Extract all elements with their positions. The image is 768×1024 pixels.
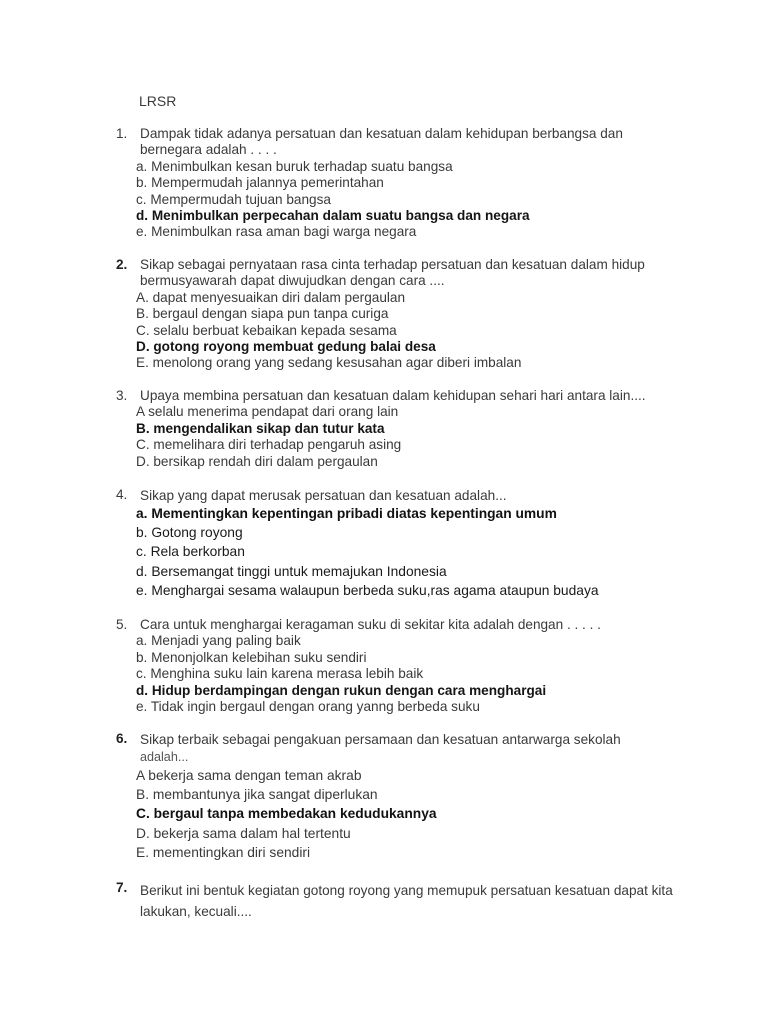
question-stem: Sikap sebagai pernyataan rasa cinta terhadap persatuan dan kesatuan dalam hidup bermusyawarah dapat diwujudkan dengan cara .... (140, 257, 645, 289)
question-5 (116, 617, 676, 715)
question-stem: Berikut ini bentuk kegiatan gotong royong yang memupuk persatuan kesatuan dapat kita lakukan, kecuali.... (140, 883, 673, 919)
question-6 (116, 731, 676, 862)
question-number: 1. (116, 126, 128, 141)
answer-option: D. bekerja sama dalam hal tertentu (136, 825, 351, 841)
question-stem: Sikap yang dapat merusak persatuan dan kesatuan adalah... (140, 488, 507, 503)
question-stem: Dampak tidak adanya persatuan dan kesatuan dalam kehidupan berbangsa dan bernegara adalah . . . . (140, 126, 623, 158)
answer-option: E. menolong orang yang sedang kesusahan agar diberi imbalan (136, 355, 522, 371)
answer-option: A bekerja sama dengan teman akrab (136, 768, 362, 783)
answer-option: A. dapat menyesuaikan diri dalam pergaulan (136, 289, 406, 305)
answer-option: a. Menimbulkan kesan buruk terhadap suatu bangsa (136, 158, 453, 174)
answer-option: b. Menonjolkan kelebihan suku sendiri (136, 649, 367, 665)
answer-option: b. Gotong royong (136, 525, 243, 541)
question-stem: Upaya membina persatuan dan kesatuan dalam kehidupan sehari hari antara lain.... (140, 388, 646, 403)
question-stem: Sikap terbaik sebagai pengakuan persamaan dan kesatuan antarwarga sekolah (140, 732, 621, 747)
answer-option: e. Tidak ingin bergaul dengan orang yanng berbeda suku (136, 699, 480, 715)
answer-option: C. selalu berbuat kebaikan kepada sesama (136, 322, 397, 338)
answer-option: c. Mempermudah tujuan bangsa (136, 191, 331, 207)
answer-option: C. memelihara diri terhadap pengaruh asing (136, 437, 402, 453)
answer-option: B. bergaul dengan siapa pun tanpa curiga (136, 306, 389, 322)
answer-option: c. Menghina suku lain karena merasa lebih baik (136, 666, 424, 682)
answer-option: e. Menghargai sesama walaupun berbeda suku,ras agama ataupun budaya (136, 582, 599, 598)
answer-option: d. Bersemangat tinggi untuk memajukan Indonesia (136, 563, 447, 579)
answer-option: E. mementingkan diri sendiri (136, 844, 311, 860)
question-number: 7. (116, 880, 128, 895)
answer-option-correct: B. mengendalikan sikap dan tutur kata (136, 420, 385, 436)
question-number: 4. (116, 487, 128, 502)
question-3 (116, 388, 676, 470)
answer-option: e. Menimbulkan rasa aman bagi warga negara (136, 224, 417, 240)
question-number: 5. (116, 617, 128, 632)
answer-option: B. membantunya jika sangat diperlukan (136, 787, 378, 803)
document-title: LRSR (139, 93, 177, 109)
question-stem: Cara untuk menghargai keragaman suku di sekitar kita adalah dengan . . . . . (140, 617, 601, 632)
question-4 (116, 487, 676, 600)
answer-option: b. Mempermudah jalannya pemerintahan (136, 175, 384, 191)
question-2 (116, 257, 676, 372)
answer-option-correct: C. bergaul tanpa membedakan kedudukannya (136, 806, 437, 822)
question-7 (116, 880, 676, 922)
question-stem-continued: adalah... (140, 750, 189, 764)
answer-option: c. Rela berkorban (136, 544, 245, 560)
answer-option: D. bersikap rendah diri dalam pergaulan (136, 453, 378, 469)
question-number: 2. (116, 257, 128, 272)
answer-option: a. Menjadi yang paling baik (136, 633, 301, 649)
answer-option-correct: D. gotong royong membuat gedung balai desa (136, 339, 436, 355)
question-number: 6. (116, 731, 128, 746)
answer-option-correct: d. Menimbulkan perpecahan dalam suatu bangsa dan negara (136, 208, 530, 224)
answer-option-correct: d. Hidup berdampingan dengan rukun dengan cara menghargai (136, 682, 547, 698)
answer-option: A selalu menerima pendapat dari orang lain (136, 404, 399, 420)
question-1 (116, 126, 676, 241)
answer-option-correct: a. Mementingkan kepentingan pribadi diatas kepentingan umum (136, 506, 557, 521)
question-number: 3. (116, 388, 128, 403)
